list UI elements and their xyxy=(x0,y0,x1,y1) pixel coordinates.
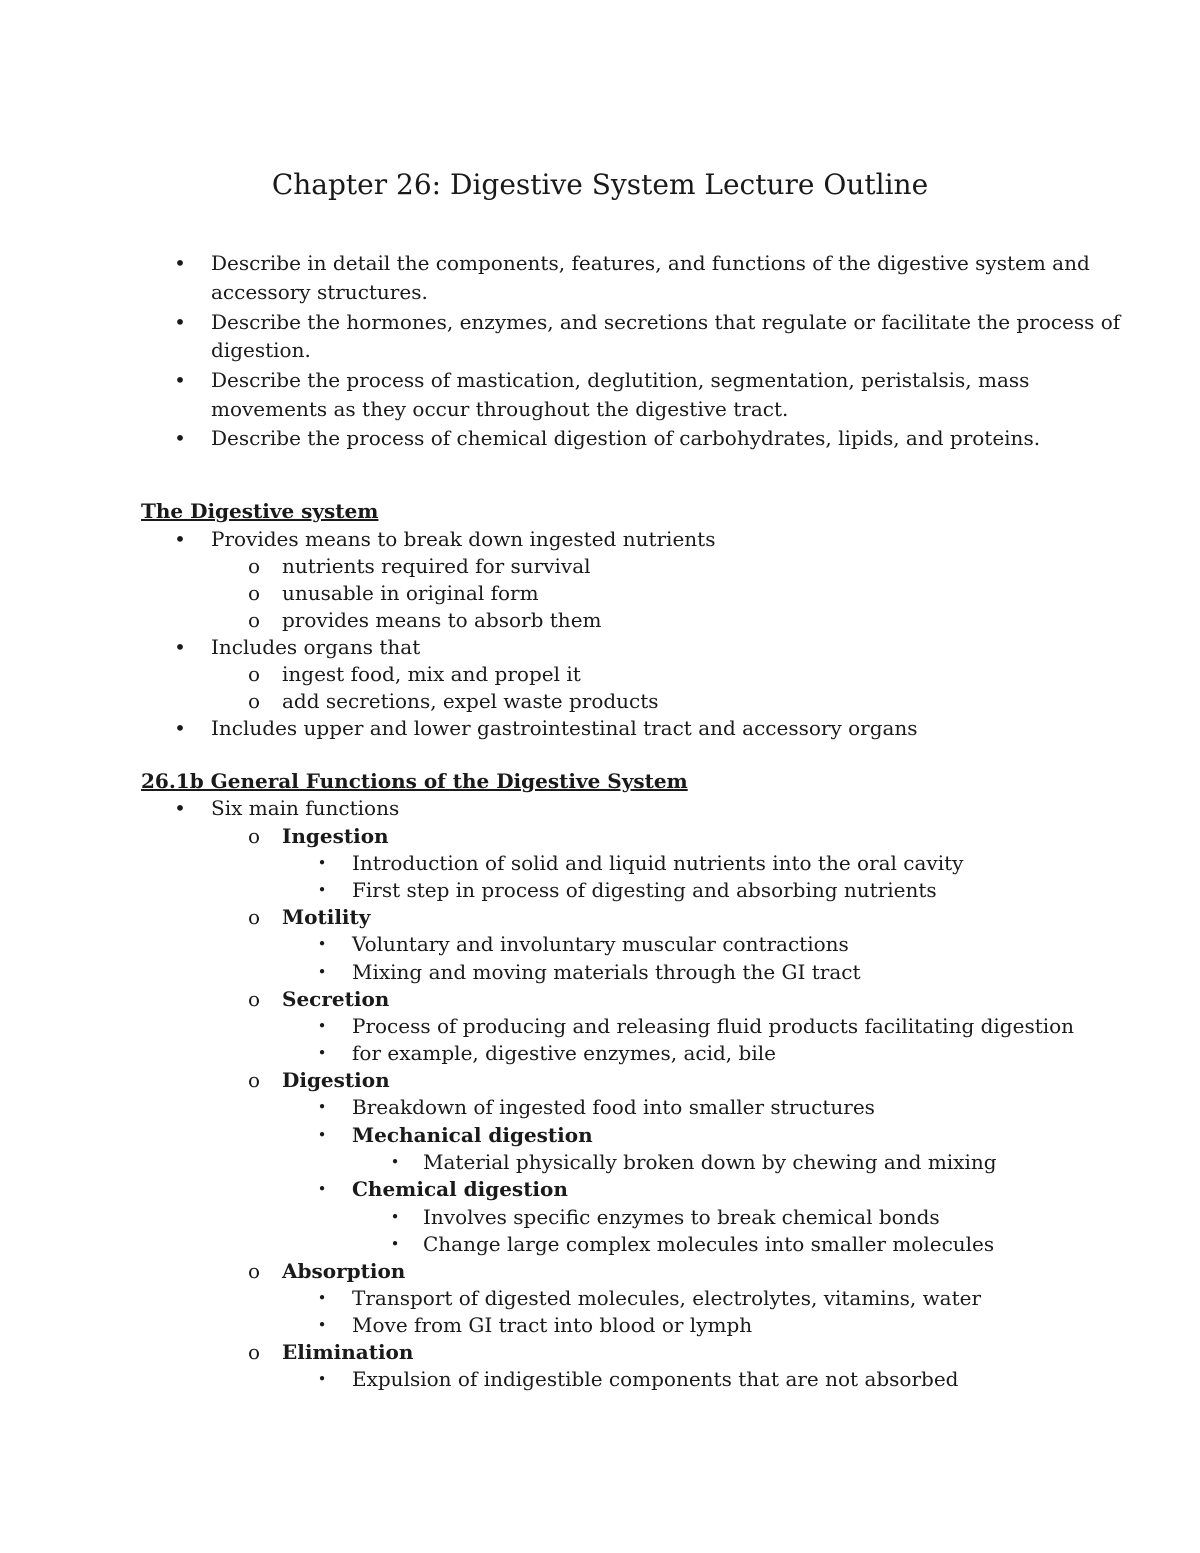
bullet-icon: • xyxy=(174,426,186,450)
bullet-icon: • xyxy=(174,368,186,392)
circle-bullet-icon: o xyxy=(247,1340,261,1364)
bullet-icon: • xyxy=(174,635,186,659)
list-item: Includes organs that xyxy=(211,635,421,659)
list-item: Six main functions xyxy=(211,796,400,820)
function-point: Voluntary and involuntary muscular contractions xyxy=(352,932,849,956)
objective-item: Describe the hormones, enzymes, and secretions that regulate or facilitate the process of xyxy=(211,310,1121,334)
bullet-icon: • xyxy=(317,1126,327,1144)
circle-bullet-icon: o xyxy=(247,1068,261,1092)
function-point: Introduction of solid and liquid nutrients into the oral cavity xyxy=(352,851,964,875)
function-point: First step in process of digesting and absorbing nutrients xyxy=(352,878,937,902)
circle-bullet-icon: o xyxy=(247,608,261,632)
function-point: for example, digestive enzymes, acid, bile xyxy=(352,1041,776,1065)
bullet-icon: • xyxy=(317,1098,327,1116)
function-point: Transport of digested molecules, electrolytes, vitamins, water xyxy=(352,1286,982,1310)
function-point: Expulsion of indigestible components that are not absorbed xyxy=(352,1367,959,1391)
bullet-icon: • xyxy=(317,935,327,953)
digestion-subtype-point: Involves specific enzymes to break chemical bonds xyxy=(423,1205,940,1229)
circle-bullet-icon: o xyxy=(247,554,261,578)
function-name: Ingestion xyxy=(282,824,389,848)
list-item: Provides means to break down ingested nutrients xyxy=(211,527,716,551)
objective-item: Describe the process of mastication, deglutition, segmentation, peristalsis, mass xyxy=(211,368,1030,392)
function-point: Breakdown of ingested food into smaller structures xyxy=(352,1095,875,1119)
circle-bullet-icon: o xyxy=(247,905,261,929)
objective-item-continued: accessory structures. xyxy=(211,280,428,304)
function-point: Mixing and moving materials through the GI tract xyxy=(352,960,861,984)
list-item: Includes upper and lower gastrointestinal tract and accessory organs xyxy=(211,716,918,740)
circle-bullet-icon: o xyxy=(247,1259,261,1283)
digestion-subtype-name: Chemical digestion xyxy=(352,1177,568,1201)
circle-bullet-icon: o xyxy=(247,689,261,713)
bullet-icon: • xyxy=(174,527,186,551)
sub-list-item: provides means to absorb them xyxy=(282,608,602,632)
function-point: Move from GI tract into blood or lymph xyxy=(352,1313,753,1337)
function-name: Absorption xyxy=(282,1259,406,1283)
circle-bullet-icon: o xyxy=(247,824,261,848)
bullet-icon: • xyxy=(317,1017,327,1035)
bullet-icon: • xyxy=(174,796,186,820)
objective-item-continued: digestion. xyxy=(211,338,311,362)
page-title: Chapter 26: Digestive System Lecture Outline xyxy=(271,168,929,201)
objective-item: Describe in detail the components, features, and functions of the digestive system and xyxy=(211,251,1090,275)
bullet-icon: • xyxy=(174,716,186,740)
bullet-icon: • xyxy=(390,1235,400,1253)
sub-list-item: add secretions, expel waste products xyxy=(282,689,659,713)
section-heading-digestive-system: The Digestive system xyxy=(141,499,379,523)
digestion-subtype-name: Mechanical digestion xyxy=(352,1123,593,1147)
function-name: Secretion xyxy=(282,987,390,1011)
function-point: Process of producing and releasing fluid products facilitating digestion xyxy=(352,1014,1075,1038)
bullet-icon: • xyxy=(174,310,186,334)
objective-item-continued: movements as they occur throughout the digestive tract. xyxy=(211,397,789,421)
circle-bullet-icon: o xyxy=(247,581,261,605)
function-name: Digestion xyxy=(282,1068,390,1092)
function-name: Elimination xyxy=(282,1340,414,1364)
bullet-icon: • xyxy=(174,251,186,275)
bullet-icon: • xyxy=(317,963,327,981)
bullet-icon: • xyxy=(390,1153,400,1171)
bullet-icon: • xyxy=(317,881,327,899)
digestion-subtype-point: Material physically broken down by chewing and mixing xyxy=(423,1150,997,1174)
bullet-icon: • xyxy=(390,1208,400,1226)
sub-list-item: ingest food, mix and propel it xyxy=(282,662,581,686)
bullet-icon: • xyxy=(317,854,327,872)
bullet-icon: • xyxy=(317,1370,327,1388)
sub-list-item: unusable in original form xyxy=(282,581,539,605)
function-name: Motility xyxy=(282,905,371,929)
objective-item: Describe the process of chemical digestion of carbohydrates, lipids, and proteins. xyxy=(211,426,1041,450)
bullet-icon: • xyxy=(317,1316,327,1334)
section-heading-general-functions: 26.1b General Functions of the Digestive System xyxy=(141,769,688,793)
circle-bullet-icon: o xyxy=(247,662,261,686)
bullet-icon: • xyxy=(317,1289,327,1307)
bullet-icon: • xyxy=(317,1044,327,1062)
digestion-subtype-point: Change large complex molecules into smaller molecules xyxy=(423,1232,995,1256)
bullet-icon: • xyxy=(317,1180,327,1198)
circle-bullet-icon: o xyxy=(247,987,261,1011)
sub-list-item: nutrients required for survival xyxy=(282,554,591,578)
